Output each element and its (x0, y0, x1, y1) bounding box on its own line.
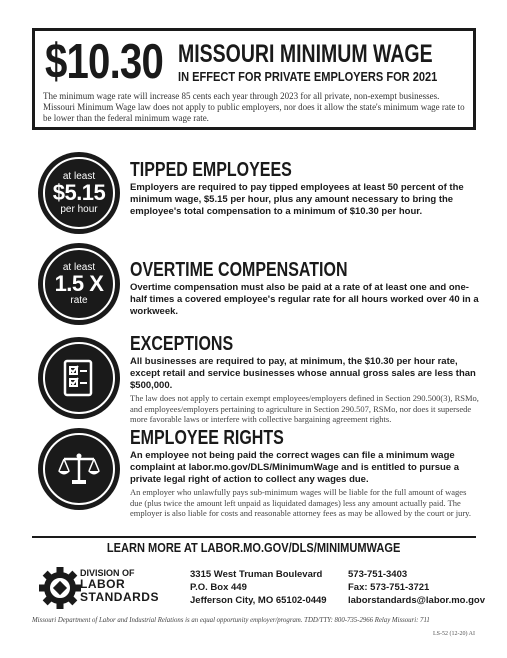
divider (32, 536, 476, 538)
rights-body-bold: An employee not being paid the correct wages can file a minimum wage complaint at labor.mo.gov/DLS/MinimumWage and is entitled to pursue a private legal right of action to collect any wages due. (130, 450, 460, 485)
exceptions-section (130, 334, 480, 425)
rights-badge (38, 428, 120, 510)
learn-more-text: LEARN MORE AT LABOR.MO.GOV/DLS/MINIMUMWAGE (106, 540, 401, 555)
tipped-badge-value: $5.15 (52, 180, 106, 205)
email-link[interactable]: laborstandards@labor.mo.gov (348, 595, 486, 606)
rights-heading: EMPLOYEE RIGHTS (130, 427, 284, 449)
learn-more-link[interactable] (0, 541, 507, 555)
logo-line2: LABOR (80, 577, 126, 591)
dls-logo-text (80, 568, 159, 604)
overtime-body: Overtime compensation must also be paid at a rate of at least one and one-half times a covered employee's regular rate for all hours worked over 40 in a workweek. (130, 282, 479, 317)
overtime-badge-value: 1.5 X (54, 271, 104, 296)
checklist-icon (61, 358, 97, 398)
tipped-badge-top: at least (62, 171, 96, 182)
intro-text: The minimum wage rate will increase 85 cents each year through 2023 for all private, non-exempt businesses. Missouri Minimum Wage law does not apply to public employers, nor does it allow the state's minimum wage rate to be lower than the federal minimum wage rate. (43, 91, 465, 123)
tipped-section (130, 160, 480, 218)
exceptions-heading: EXCEPTIONS (130, 333, 234, 355)
exceptions-body-bold: All businesses are required to pay, at minimum, the $10.30 per hour rate, except retail and service businesses whose annual gross sales are less than $500,000. (130, 356, 476, 391)
overtime-badge-bottom: rate (70, 295, 88, 306)
address-block (190, 568, 327, 607)
footer-text: Missouri Department of Labor and Industrial Relations is an equal opportunity employer/program. TDD/TTY: 800-735-2966 Relay Missouri: 711 (32, 617, 430, 624)
tipped-badge (38, 152, 120, 234)
address-line2: P.O. Box 449 (190, 582, 247, 593)
logo-line3: STANDARDS (80, 590, 159, 604)
tipped-body: Employers are required to pay tipped employees at least 50 percent of the minimum wage, $5.15 per hour, plus any amount necessary to bring the employee's total compensation to a minimum of $10.30 per hour. (130, 182, 464, 217)
rights-body: An employer who unlawfully pays sub-minimum wages will be liable for the full amount of wages due (plus twice the amount left unpaid as liquidated damages) less any amount actually paid. The employer is also liable for costs and reasonable attorney fees as may be allowed by the court or jury. (130, 487, 471, 518)
tipped-heading: TIPPED EMPLOYEES (130, 159, 292, 181)
wage-amount: $10.30 (45, 35, 163, 89)
scales-icon (58, 451, 100, 487)
form-id: LS-52 (12-20) AI (433, 631, 475, 637)
rights-section (130, 428, 480, 519)
exceptions-body: The law does not apply to certain exempt employees/employers defined in Section 290.500(3), RSMo, and employees/employers pertaining to agriculture in Section 290.507, RSMo, nor does it supersede more favorable laws or interfere with collective bargaining agreement rights. (130, 393, 479, 424)
contact-block (348, 568, 485, 607)
tipped-badge-bottom: per hour (60, 204, 98, 215)
overtime-badge-top: at least (62, 262, 96, 273)
address-line1: 3315 West Truman Boulevard (190, 569, 323, 580)
overtime-section (130, 260, 480, 318)
page-title: MISSOURI MINIMUM WAGE (178, 40, 433, 68)
address-line3: Jefferson City, MO 65102-0449 (190, 595, 327, 606)
overtime-badge (38, 243, 120, 325)
dls-logo-icon (38, 566, 82, 610)
exceptions-badge (38, 337, 120, 419)
logo-line1: DIVISION OF (80, 568, 135, 578)
header-box (32, 28, 476, 130)
phone: 573-751-3403 (348, 569, 408, 580)
fax: Fax: 573-751-3721 (348, 582, 430, 593)
page-subtitle: IN EFFECT FOR PRIVATE EMPLOYERS FOR 2021 (178, 69, 438, 84)
overtime-heading: OVERTIME COMPENSATION (130, 259, 348, 281)
